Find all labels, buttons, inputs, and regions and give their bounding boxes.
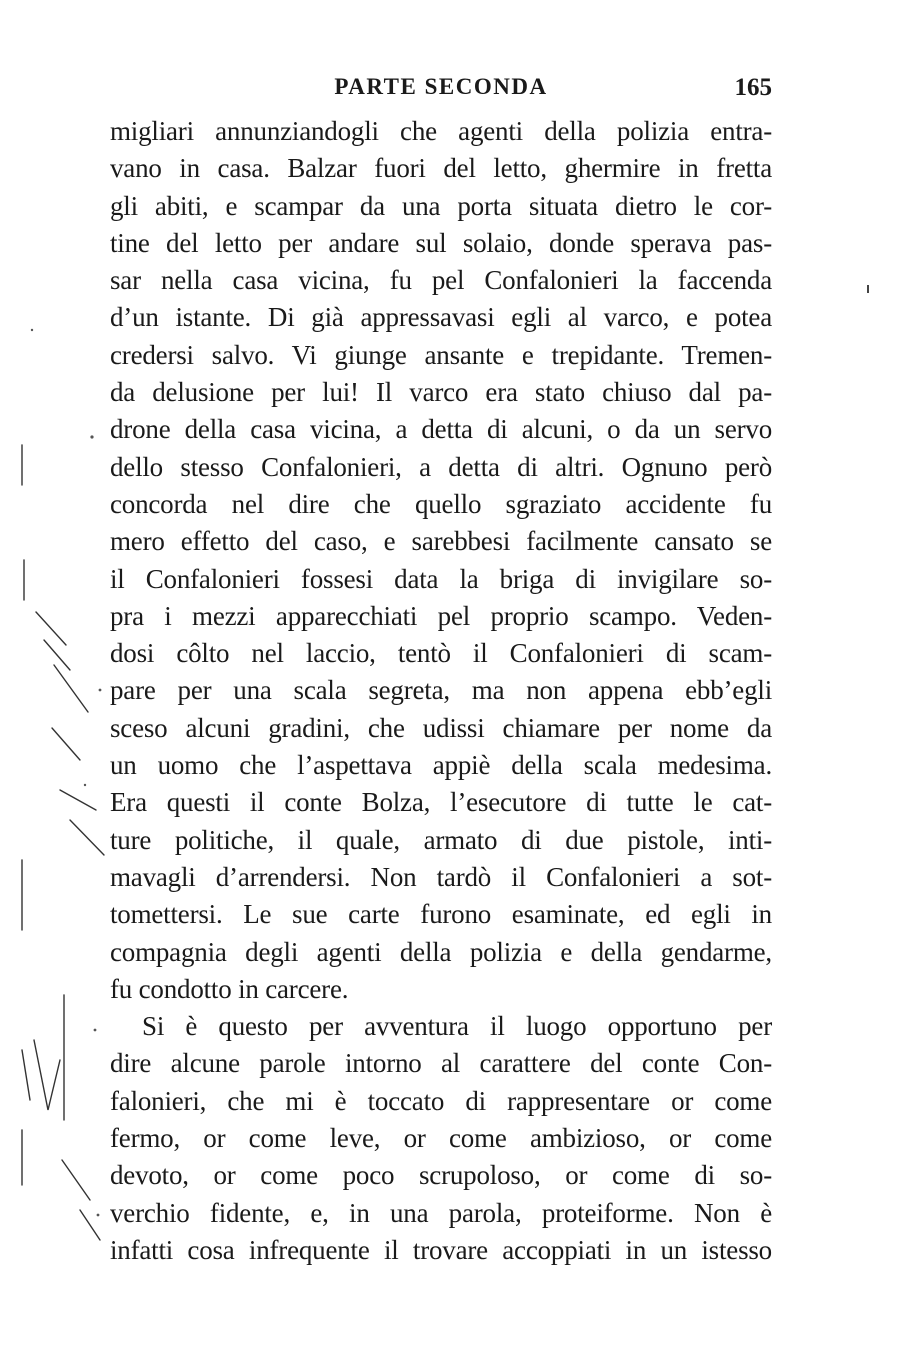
text-line: verchio fidente, e, in una parola, proteiforme. Non è: [110, 1197, 772, 1228]
text-line: migliari annunziandogli che agenti della polizia entra-: [110, 116, 772, 146]
margin-speck: [867, 285, 869, 293]
text-line: drone della casa vicina, a detta di alcuni, o da un servo: [110, 414, 772, 445]
text-line: d’un istante. Di già appressavasi egli al varco, e potea: [110, 302, 772, 333]
text-line: da delusione per lui! Il varco era stato chiuso dal pa-: [110, 377, 772, 408]
text-line: concorda nel dire che quello sgraziato accidente fu: [110, 488, 772, 519]
text-line: dosi côlto nel laccio, tentò il Confalonieri di scam-: [110, 638, 772, 669]
text-line: gli abiti, e scampar da una porta situata dietro le cor-: [110, 190, 772, 221]
text-line: Era questi il conte Bolza, l’esecutore di tutte le cat-: [110, 787, 772, 818]
text-line: sar nella casa vicina, fu pel Confalonieri la faccenda: [110, 265, 772, 296]
text-line: vano in casa. Balzar fuori del letto, ghermire in fretta: [110, 153, 772, 184]
paragraph-end-line: fu condotto in carcere.: [110, 973, 349, 1004]
margin-pencil-marks: [0, 0, 110, 1367]
text-line: devoto, or come poco scrupoloso, or come di so-: [110, 1160, 772, 1191]
text-line: tomettersi. Le sue carte furono esaminate, ed egli in: [110, 899, 772, 930]
page-number: 165: [734, 74, 772, 101]
text-line: falonieri, che mi è toccato di rappresentare or come: [110, 1085, 772, 1116]
body-text: [110, 113, 772, 1269]
text-line: compagnia degli agenti della polizia e della gendarme,: [110, 936, 772, 967]
text-line: dello stesso Confalonieri, a detta di altri. Ognuno però: [110, 451, 772, 482]
text-line: fermo, or come leve, or come ambizioso, or come: [110, 1123, 772, 1154]
paragraph-start-line: Si è questo per avventura il luogo opportuno per: [142, 1011, 772, 1042]
text-line: il Confalonieri fossesi data la briga di invigilare so-: [110, 563, 772, 594]
text-line: ture politiche, il quale, armato di due pistole, inti-: [110, 824, 772, 855]
text-line: dire alcune parole intorno al carattere del conte Con-: [110, 1048, 772, 1079]
text-line: un uomo che l’aspettava appiè della scala medesima.: [110, 750, 772, 781]
text-line: pare per una scala segreta, ma non appena ebb’egli: [110, 675, 772, 706]
text-line: credersi salvo. Vi giunge ansante e trepidante. Tremen-: [110, 339, 772, 370]
text-line: mero effetto del caso, e sarebbesi facilmente cansato se: [110, 526, 772, 557]
text-line: mavagli d’arrendersi. Non tardò il Confalonieri a sot-: [110, 861, 772, 892]
text-line: sceso alcuni gradini, che udissi chiamare per nome da: [110, 712, 772, 743]
running-head: [110, 74, 772, 108]
text-line: tine del letto per andare sul solaio, donde sperava pas-: [110, 227, 772, 258]
running-title: PARTE SECONDA: [334, 74, 548, 99]
text-line: infatti cosa infrequente il trovare accoppiati in un istesso: [110, 1234, 772, 1265]
text-line: pra i mezzi apparecchiati pel proprio scampo. Veden-: [110, 600, 772, 631]
